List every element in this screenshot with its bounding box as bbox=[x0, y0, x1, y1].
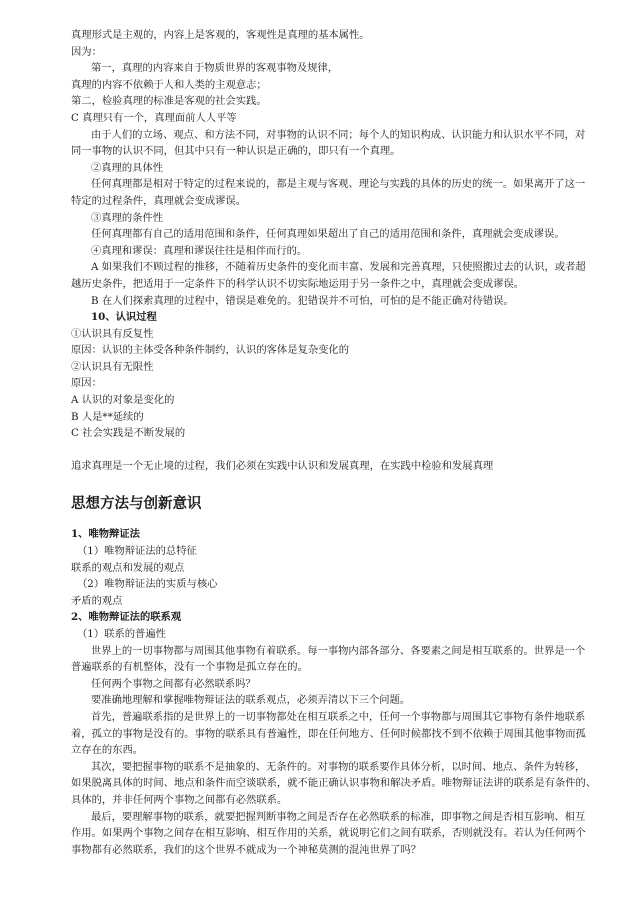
question-line: 任何两个事物之间都有必然联系吗？ bbox=[91, 677, 256, 690]
recognition-repeat-reason: 原因：认识的主体受各种条件制约，认识的客体是复杂变化的 bbox=[71, 344, 350, 357]
recognition-infinite: ②认识具有无限性 bbox=[71, 360, 154, 373]
reason-c: C 社会实践是不断发展的 bbox=[71, 427, 186, 440]
first-reason-cont: 真理的内容不依赖于人和人类的主观意志； bbox=[71, 78, 267, 91]
paragraph-line: 任何真理都有自己的适用范围和条件，任何真理如果超出了自己的适用范围和条件，真理就会变成谬误。 bbox=[91, 228, 565, 241]
concrete-title: ②真理的具体性 bbox=[91, 161, 164, 174]
spacer bbox=[71, 442, 600, 458]
essence-text: 矛盾的观点 bbox=[71, 594, 123, 607]
reason-a: A 认识的对象是变化的 bbox=[71, 394, 175, 407]
paragraph-line: 要准确地理解和掌握唯物辩证法的联系观点，必须弄清以下三个问题。 bbox=[91, 694, 411, 707]
recognition-repeat: ①认识具有反复性 bbox=[71, 327, 154, 340]
recognition-infinite-reason: 原因： bbox=[71, 377, 102, 390]
because-label: 因为： bbox=[71, 45, 102, 58]
only-one-truth: C 真理只有一个，真理面前人人平等 bbox=[71, 111, 237, 124]
paragraph-line: 越历史条件，把适用于一定条件下的科学认识不切实际地运用于另一条件之中，真理就会变成谬误。 bbox=[71, 277, 525, 290]
paragraph-line: 具体的，并非任何两个事物之间都有必然联系。 bbox=[71, 793, 288, 806]
paragraph-line: 作用。如果两个事物之间存在相互影响、相互作用的关系，就说明它们之间有联系，否则就没有。若认为任何两个 bbox=[71, 827, 586, 840]
conditional-title: ③真理的条件性 bbox=[91, 211, 164, 224]
paragraph-line: 事物都有必然联系，我们的这个世界不就成为一个神秘莫测的混沌世界了吗？ bbox=[71, 843, 422, 856]
heading-dialectics: 1、唯物辩证法 bbox=[71, 528, 140, 541]
paragraph-line: 着，孤立的事物是没有的。事物的联系具有普遍性，即在任何地方、任何时候都找不到不依赖于周围其他事物而孤 bbox=[71, 727, 586, 740]
section-heading-10: 10、认识过程 bbox=[91, 311, 157, 324]
paragraph-line: B 在人们探索真理的过程中，错误是难免的。犯错误并不可怕，可怕的是不能正确对待错误。 bbox=[91, 294, 514, 307]
heading-connection: 2、唯物辩证法的联系观 bbox=[71, 611, 182, 624]
characteristics-text: 联系的观点和发展的观点 bbox=[71, 561, 185, 574]
paragraph-line: 世界上的一切事物都与周围其他事物有着联系。每一事物内部各部分、各要素之间是相互联系的。世界是一个 bbox=[91, 644, 586, 657]
paragraph-line: 立存在的东西。 bbox=[71, 744, 144, 757]
reason-b: B 人是**延续的 bbox=[71, 410, 144, 423]
paragraph-line: A 如果我们不顾过程的推移，不随着历史条件的变化而丰富、发展和完善真理，只使照搬过去的认识，或者超 bbox=[91, 261, 586, 274]
paragraph-line: 如果脱离具体的时间、地点和条件而空谈联系，就不能正确认识事物和解决矛盾。唯物辩证法讲的联系是有条件的、 bbox=[71, 777, 597, 790]
second-reason: 第二，检验真理的标准是客观的社会实践。 bbox=[71, 95, 267, 108]
error-title: ④真理和谬误：真理和谬误往往是相伴而行的。 bbox=[91, 244, 308, 257]
paragraph-line: 其次，要把握事物的联系不是抽象的、无条件的。对事物的联系要作具体分析，以时间、地点、条件为转移， bbox=[91, 760, 586, 773]
summary-line: 追求真理是一个无止境的过程，我们必须在实践中认识和发展真理，在实践中检验和发展真理 bbox=[71, 459, 494, 472]
paragraph-line: 特定的过程条件，真理就会变成谬误。 bbox=[71, 194, 247, 207]
paragraph-line: 任何真理都是相对于特定的过程来说的，都是主观与客观、理论与实践的具体的历史的统一。如果离开了这一 bbox=[91, 178, 586, 191]
subheading-universality: （1）联系的普遍性 bbox=[77, 628, 166, 640]
paragraph-line: 同一事物的认识不同，但其中只有一种认识是正确的，即只有一个真理。 bbox=[71, 145, 401, 158]
subheading-essence: （2）唯物辩证法的实质与核心 bbox=[77, 578, 218, 591]
subheading-characteristics: （1）唯物辩证法的总特征 bbox=[77, 545, 197, 558]
truth-objectivity-line: 真理形式是主观的，内容上是客观的，客观性是真理的基本属性。 bbox=[71, 29, 370, 41]
section-title: 思想方法与创新意识 bbox=[71, 496, 202, 513]
paragraph-line: 由于人们的立场、观点、和方法不同，对事物的认识不同；每个人的知识构成、认识能力和认识水平不同，对 bbox=[91, 128, 586, 141]
paragraph-line: 最后，要理解事物的联系，就要把握判断事物之间是否存在必然联系的标准，即事物之间是否相互影响、相互 bbox=[91, 810, 586, 823]
paragraph-line: 首先，普遍联系指的是世界上的一切事物都处在相互联系之中，任何一个事物都与周围其它事物有条件地联系 bbox=[91, 710, 586, 723]
paragraph-line: 普遍联系的有机整体，没有一个事物是孤立存在的。 bbox=[71, 661, 308, 674]
first-reason: 第一，真理的内容来自于物质世界的客观事物及规律， bbox=[91, 62, 339, 75]
